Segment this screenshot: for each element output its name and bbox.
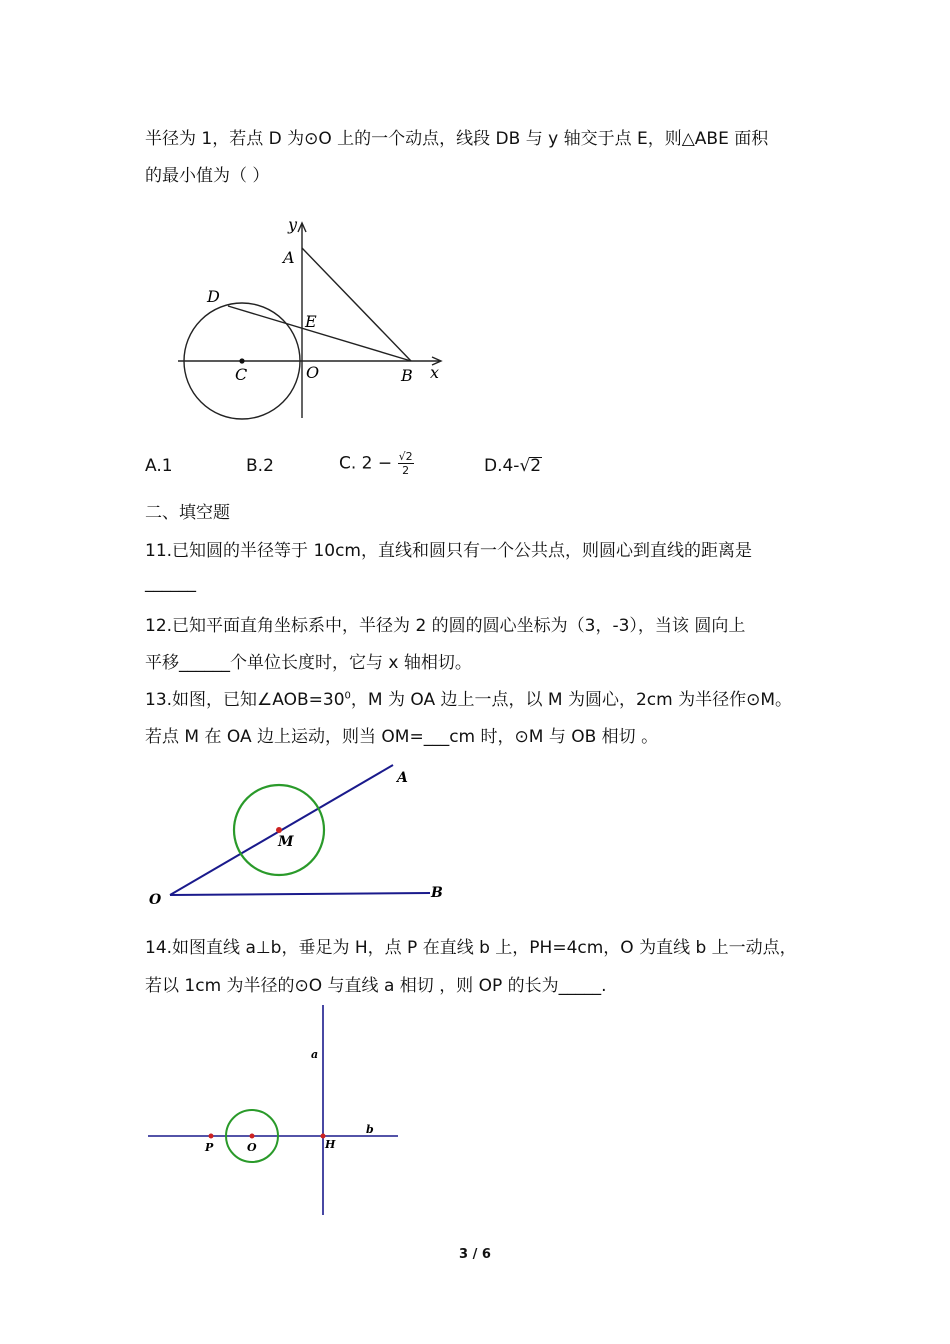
label-o: O	[247, 1141, 257, 1154]
q10-text-line1: 半径为 1，若点 D 为⊙O 上的一个动点，线段 DB 与 y 轴交于点 E，则△ABE 面积	[145, 129, 769, 149]
q13-text-line1	[145, 685, 792, 710]
q14-text-line1: 14.如图直线 a⊥b，垂足为 H，点 P 在直线 b 上，PH=4cm，O 为直线 b 上一动点，	[145, 938, 797, 958]
option-a: A.1	[145, 456, 173, 476]
label-d: D	[207, 287, 220, 306]
point-c	[239, 358, 244, 363]
q13-line1-rest: ，M 为 OA 边上一点，以 M 为圆心，2cm 为半径作⊙M。	[350, 690, 793, 710]
option-d	[484, 456, 542, 476]
q14-text-line2: 若以 1cm 为半径的⊙O 与直线 a 相切 ，则 OP 的长为_____.	[145, 976, 607, 996]
option-c-numerator: √2	[398, 450, 413, 463]
label-a: A	[397, 770, 408, 786]
q11-text-line1: 11.已知圆的半径等于 10cm，直线和圆只有一个公共点，则圆心到直线的距离是	[145, 541, 752, 561]
label-b: B	[401, 366, 413, 385]
q14-figure	[145, 1003, 415, 1223]
ray-ob	[170, 893, 430, 895]
label-m: M	[278, 834, 294, 850]
label-h: H	[325, 1138, 336, 1151]
option-d-sqrt-sign: √	[519, 456, 531, 476]
label-o: O	[149, 892, 162, 908]
option-c-denominator: 2	[402, 464, 410, 478]
page-number: 3 / 6	[459, 1247, 491, 1262]
option-c-fraction	[398, 450, 414, 477]
q10-figure	[170, 215, 470, 438]
label-y: y	[288, 215, 298, 234]
q10-text-line2: 的最小值为（ ）	[145, 166, 270, 186]
label-e: E	[305, 312, 317, 331]
q13-figure	[140, 755, 460, 915]
q13-degree-sup: 0	[344, 690, 351, 702]
q12-text-line2: 平移______个单位长度时，它与 x 轴相切。	[145, 653, 472, 673]
option-b: B.2	[246, 456, 274, 476]
label-p: P	[205, 1141, 214, 1154]
label-b: b	[366, 1123, 374, 1136]
option-c-prefix: C. 2 −	[339, 453, 393, 474]
q13-text-line2: 若点 M 在 OA 边上运动，则当 OM=___cm 时，⊙M 与 OB 相切 。	[145, 727, 659, 747]
point-o	[250, 1134, 255, 1139]
section-heading: 二、填空题	[145, 503, 230, 523]
label-x: x	[430, 363, 440, 382]
point-p	[209, 1134, 214, 1139]
option-c	[339, 450, 414, 477]
point-m	[276, 827, 282, 833]
label-o: O	[306, 363, 320, 382]
q12-text-line1: 12.已知平面直角坐标系中，半径为 2 的圆的圆心坐标为（3，-3），当该 圆向上	[145, 616, 746, 636]
label-a: a	[311, 1048, 319, 1061]
option-d-radicand: 2	[530, 456, 542, 476]
label-c: C	[235, 365, 248, 384]
label-a: A	[283, 248, 295, 267]
label-b: B	[431, 885, 443, 901]
q11-text-line2: ______	[145, 573, 196, 593]
option-d-prefix: D.4-	[484, 456, 520, 476]
q13-line1-start: 13.如图，已知∠AOB=30	[145, 690, 345, 710]
